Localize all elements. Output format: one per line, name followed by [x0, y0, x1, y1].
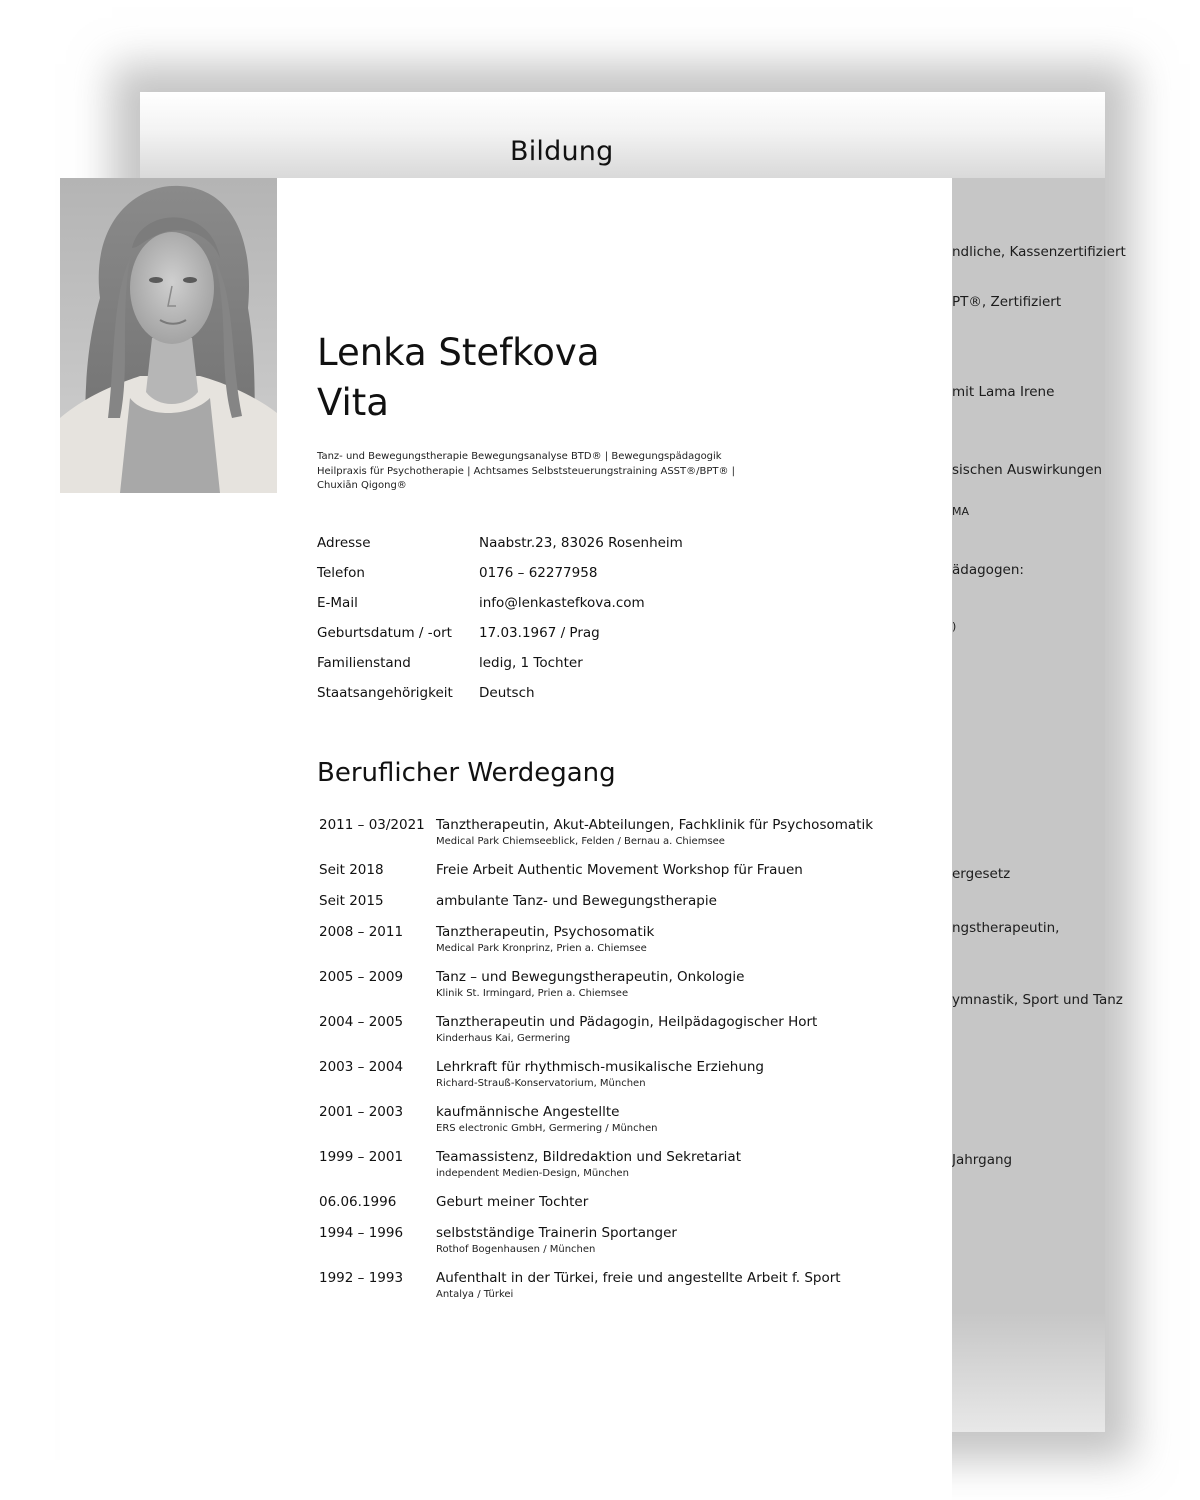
contact-label: E-Mail: [317, 595, 358, 611]
contact-row-birth: [317, 618, 837, 648]
career-title: Tanz – und Bewegungstherapeutin, Onkologie: [436, 969, 745, 985]
career-place: Antalya / Türkei: [436, 1289, 514, 1300]
career-details: [436, 1058, 929, 1091]
career-place: Rothof Bogenhausen / München: [436, 1244, 596, 1255]
career-period: 2005 – 2009: [319, 969, 404, 985]
name-heading: [317, 328, 600, 428]
career-entry: [319, 1269, 929, 1302]
career-entry: [319, 1224, 929, 1257]
back-page-fragment: mit Lama Irene: [952, 384, 1055, 400]
career-title: Tanztherapeutin und Pädagogin, Heilpädagogischer Hort: [436, 1014, 818, 1030]
contact-row-nationality: [317, 678, 837, 708]
back-page-fragment: MA: [952, 505, 970, 518]
qualification-line: Tanz- und Bewegungstherapie Bewegungsanalyse BTD® | Bewegungspädagogik: [317, 451, 722, 462]
contact-row-marital: [317, 648, 837, 678]
career-period: Seit 2018: [319, 862, 384, 878]
contact-value: Deutsch: [479, 685, 535, 701]
back-page-fragment: sischen Auswirkungen: [952, 462, 1103, 478]
career-place: Kinderhaus Kai, Germering: [436, 1033, 571, 1044]
career-place: Medical Park Kronprinz, Prien a. Chiemsee: [436, 943, 647, 954]
career-details: [436, 1013, 929, 1046]
back-page-fragment: ): [952, 620, 957, 633]
contact-label: Telefon: [317, 565, 365, 581]
career-title: Tanztherapeutin, Akut-Abteilungen, Fachklinik für Psychosomatik: [436, 817, 874, 833]
contact-row-phone: [317, 558, 837, 588]
contact-label: Familienstand: [317, 655, 411, 671]
contact-value: 0176 – 62277958: [479, 565, 598, 581]
career-title: selbstständige Trainerin Sportanger: [436, 1225, 677, 1241]
back-page-fragment: ymnastik, Sport und Tanz: [952, 992, 1123, 1008]
contact-details: [317, 528, 837, 708]
career-entry: [319, 968, 929, 1001]
career-period: 1999 – 2001: [319, 1149, 404, 1165]
contact-value: 17.03.1967 / Prag: [479, 625, 600, 641]
career-title: kaufmännische Angestellte: [436, 1104, 620, 1120]
career-place: Klinik St. Irmingard, Prien a. Chiemsee: [436, 988, 629, 999]
contact-value: Naabstr.23, 83026 Rosenheim: [479, 535, 683, 551]
career-title: Aufenthalt in der Türkei, freie und angestellte Arbeit f. Sport: [436, 1270, 841, 1286]
career-place: independent Medien-Design, München: [436, 1168, 629, 1179]
career-period: 2003 – 2004: [319, 1059, 404, 1075]
portrait-illustration: [60, 178, 277, 493]
career-title: Freie Arbeit Authentic Movement Workshop für Frauen: [436, 862, 803, 878]
contact-label: Staatsangehörigkeit: [317, 685, 453, 701]
portrait-photo: [60, 178, 277, 493]
back-page-fragment: Jahrgang: [952, 1152, 1013, 1168]
career-title: Geburt meiner Tochter: [436, 1194, 589, 1210]
back-page-fragment: PT®, Zertifiziert: [952, 294, 1062, 310]
career-details: [436, 1193, 929, 1211]
contact-label: Geburtsdatum / -ort: [317, 625, 452, 641]
career-entry: [319, 816, 929, 849]
career-entry: [319, 1193, 929, 1211]
person-name: Lenka Stefkova: [317, 331, 600, 374]
back-page-title: Bildung: [510, 136, 614, 167]
career-details: [436, 1224, 929, 1257]
career-title: Lehrkraft für rhythmisch-musikalische Erziehung: [436, 1059, 764, 1075]
back-page-header-band: [140, 92, 1105, 178]
back-page-fragment: ergesetz: [952, 866, 1011, 882]
career-entry: [319, 1013, 929, 1046]
career-details: [436, 1269, 929, 1302]
career-details: [436, 861, 929, 879]
contact-value: ledig, 1 Tochter: [479, 655, 583, 671]
career-entry: [319, 1103, 929, 1136]
back-page-fragment: ngstherapeutin,: [952, 920, 1060, 936]
career-period: 2004 – 2005: [319, 1014, 404, 1030]
career-place: Richard-Strauß-Konservatorium, München: [436, 1078, 646, 1089]
career-period: Seit 2015: [319, 893, 384, 909]
career-place: ERS electronic GmbH, Germering / München: [436, 1123, 658, 1134]
career-period: 1992 – 1993: [319, 1270, 404, 1286]
front-page-vita: [60, 178, 952, 1500]
document-title: Vita: [317, 381, 389, 424]
career-list: [319, 816, 929, 1314]
career-period: 1994 – 1996: [319, 1225, 404, 1241]
career-details: [436, 816, 929, 849]
qualification-line: Chuxiān Qigong®: [317, 480, 407, 491]
contact-row-address: [317, 528, 837, 558]
career-period: 2001 – 2003: [319, 1104, 404, 1120]
career-title: ambulante Tanz- und Bewegungstherapie: [436, 893, 717, 909]
career-entry: [319, 1148, 929, 1181]
career-period: 2008 – 2011: [319, 924, 404, 940]
back-page-fragment: ädagogen:: [952, 562, 1024, 578]
career-section-title: Beruflicher Werdegang: [317, 758, 616, 788]
contact-row-email: [317, 588, 837, 618]
career-period: 06.06.1996: [319, 1194, 397, 1210]
career-entry: [319, 861, 929, 879]
career-details: [436, 968, 929, 1001]
career-entry: [319, 1058, 929, 1091]
career-place: Medical Park Chiemseeblick, Felden / Bernau a. Chiemsee: [436, 836, 725, 847]
qualifications-line: [317, 450, 757, 494]
career-details: [436, 1148, 929, 1181]
contact-label: Adresse: [317, 535, 371, 551]
career-period: 2011 – 03/2021: [319, 817, 425, 833]
career-entry: [319, 923, 929, 956]
email-link[interactable]: info@lenkastefkova.com: [479, 595, 645, 611]
career-title: Tanztherapeutin, Psychosomatik: [436, 924, 655, 940]
career-details: [436, 892, 929, 910]
qualification-line: Heilpraxis für Psychotherapie | Achtsames Selbststeuerungstraining ASST®/BPT® |: [317, 465, 736, 477]
career-details: [436, 923, 929, 956]
career-details: [436, 1103, 929, 1136]
career-title: Teamassistenz, Bildredaktion und Sekretariat: [436, 1149, 741, 1165]
back-page-fragment: ndliche, Kassenzertifiziert: [952, 244, 1126, 260]
career-entry: [319, 892, 929, 910]
